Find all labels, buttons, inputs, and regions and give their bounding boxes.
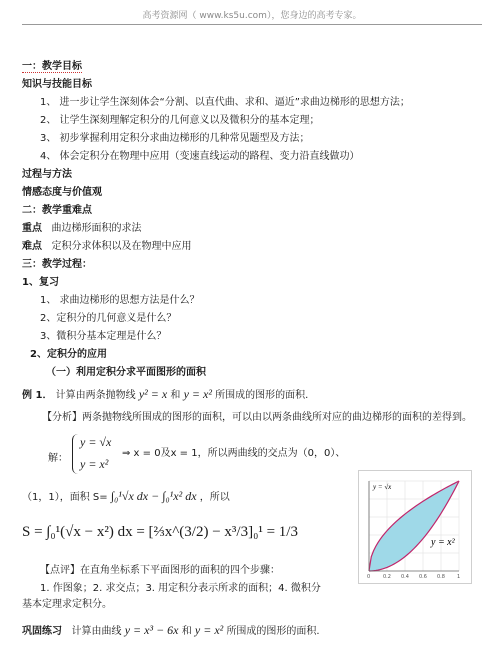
knowledge-item-2: 2、 让学生深刻理解定积分的几何意义以及微积分的基本定理； xyxy=(40,115,320,126)
x-tick-5: 1 xyxy=(457,574,461,580)
x-tick-1: 0.2 xyxy=(383,574,391,580)
hard-point: 难点 定积分求体积以及在物理中应用 xyxy=(22,241,192,252)
label-square: y = x² xyxy=(431,537,455,548)
parabola-area-graph xyxy=(358,470,472,584)
header-divider xyxy=(22,24,482,25)
section-title-process: 三：教学过程： xyxy=(22,259,92,270)
application-title: 2、定积分的应用 xyxy=(30,349,107,360)
section-title-keypoints: 二：教学重难点 xyxy=(22,205,92,216)
knowledge-item-4: 4、 体会定积分在物理中应用（变速直线运动的路程、变力沿直线做功） xyxy=(40,151,360,162)
comment-steps-2: 基本定理求定积分。 xyxy=(22,599,112,610)
comment-line: 【点评】在直角坐标系下平面图形的面积的四个步骤： xyxy=(40,565,280,576)
process-title: 过程与方法 xyxy=(22,169,72,180)
key-point: 重点 曲边梯形面积的求法 xyxy=(22,223,142,234)
page-header: 高考资源网（ www.ks5u.com），您身边的高考专家。 xyxy=(142,11,362,21)
system-eq-1: y = √x xyxy=(80,435,112,449)
example-1: 例 1． 计算由两条抛物线 y² = x 和 y = x² 所围成的图形的面积. xyxy=(22,387,309,401)
emotion-title: 情感态度与价值观 xyxy=(22,187,102,198)
x-tick-0: 0 xyxy=(367,574,371,580)
knowledge-title: 知识与技能目标 xyxy=(22,79,92,90)
area-formula: S = ∫₀¹(√x − x²) dx = [⅔x^(3/2) − x³/3]₀¹ = 1/3 xyxy=(22,524,298,540)
knowledge-item-3: 3、 初步掌握利用定积分求曲边梯形的几种常见题型及方法； xyxy=(40,133,310,144)
comment-steps: 1. 作图象；2. 求交点；3. 用定积分表示所求的面积；4. 微积分 xyxy=(40,583,321,594)
solution-line-2: （1，1），面积 S= ∫₀¹√x dx − ∫₀¹x² dx ，所以 xyxy=(22,489,230,503)
solution-result: ⇒ x = 0及x = 1，所以两曲线的交点为（0，0）、 xyxy=(122,448,346,459)
analysis-paragraph: 【分析】两条抛物线所围成的图形的面积，可以由以两条曲线所对应的曲边梯形的面积的差得到。 xyxy=(42,412,472,423)
system-eq-2: y = x² xyxy=(80,457,109,471)
x-tick-3: 0.6 xyxy=(419,574,427,580)
graph-svg xyxy=(359,471,471,583)
x-tick-4: 0.8 xyxy=(437,574,445,580)
solution-label: 解： xyxy=(48,453,68,464)
application-subtitle: （一）利用定积分求平面图形的面积 xyxy=(46,367,206,378)
review-item-2: 2、定积分的几何意义是什么？ xyxy=(40,313,177,324)
review-item-3: 3、微积分基本定理是什么？ xyxy=(40,331,167,342)
review-title: 1、复习 xyxy=(22,277,59,288)
x-tick-2: 0.4 xyxy=(401,574,409,580)
practice-exercise: 巩固练习 计算由曲线 y = x³ − 6x 和 y = x² 所围成的图形的面积. xyxy=(22,623,320,637)
section-title-objectives: 一：教学目标 xyxy=(22,61,82,72)
enclosed-region xyxy=(369,481,459,571)
knowledge-item-1: 1、 进一步让学生深刻体会“分割、以直代曲、求和、逼近”求曲边梯形的思想方法； xyxy=(40,97,410,108)
label-sqrt: y = √x xyxy=(373,483,392,491)
review-item-1: 1、 求曲边梯形的思想方法是什么？ xyxy=(40,295,200,306)
